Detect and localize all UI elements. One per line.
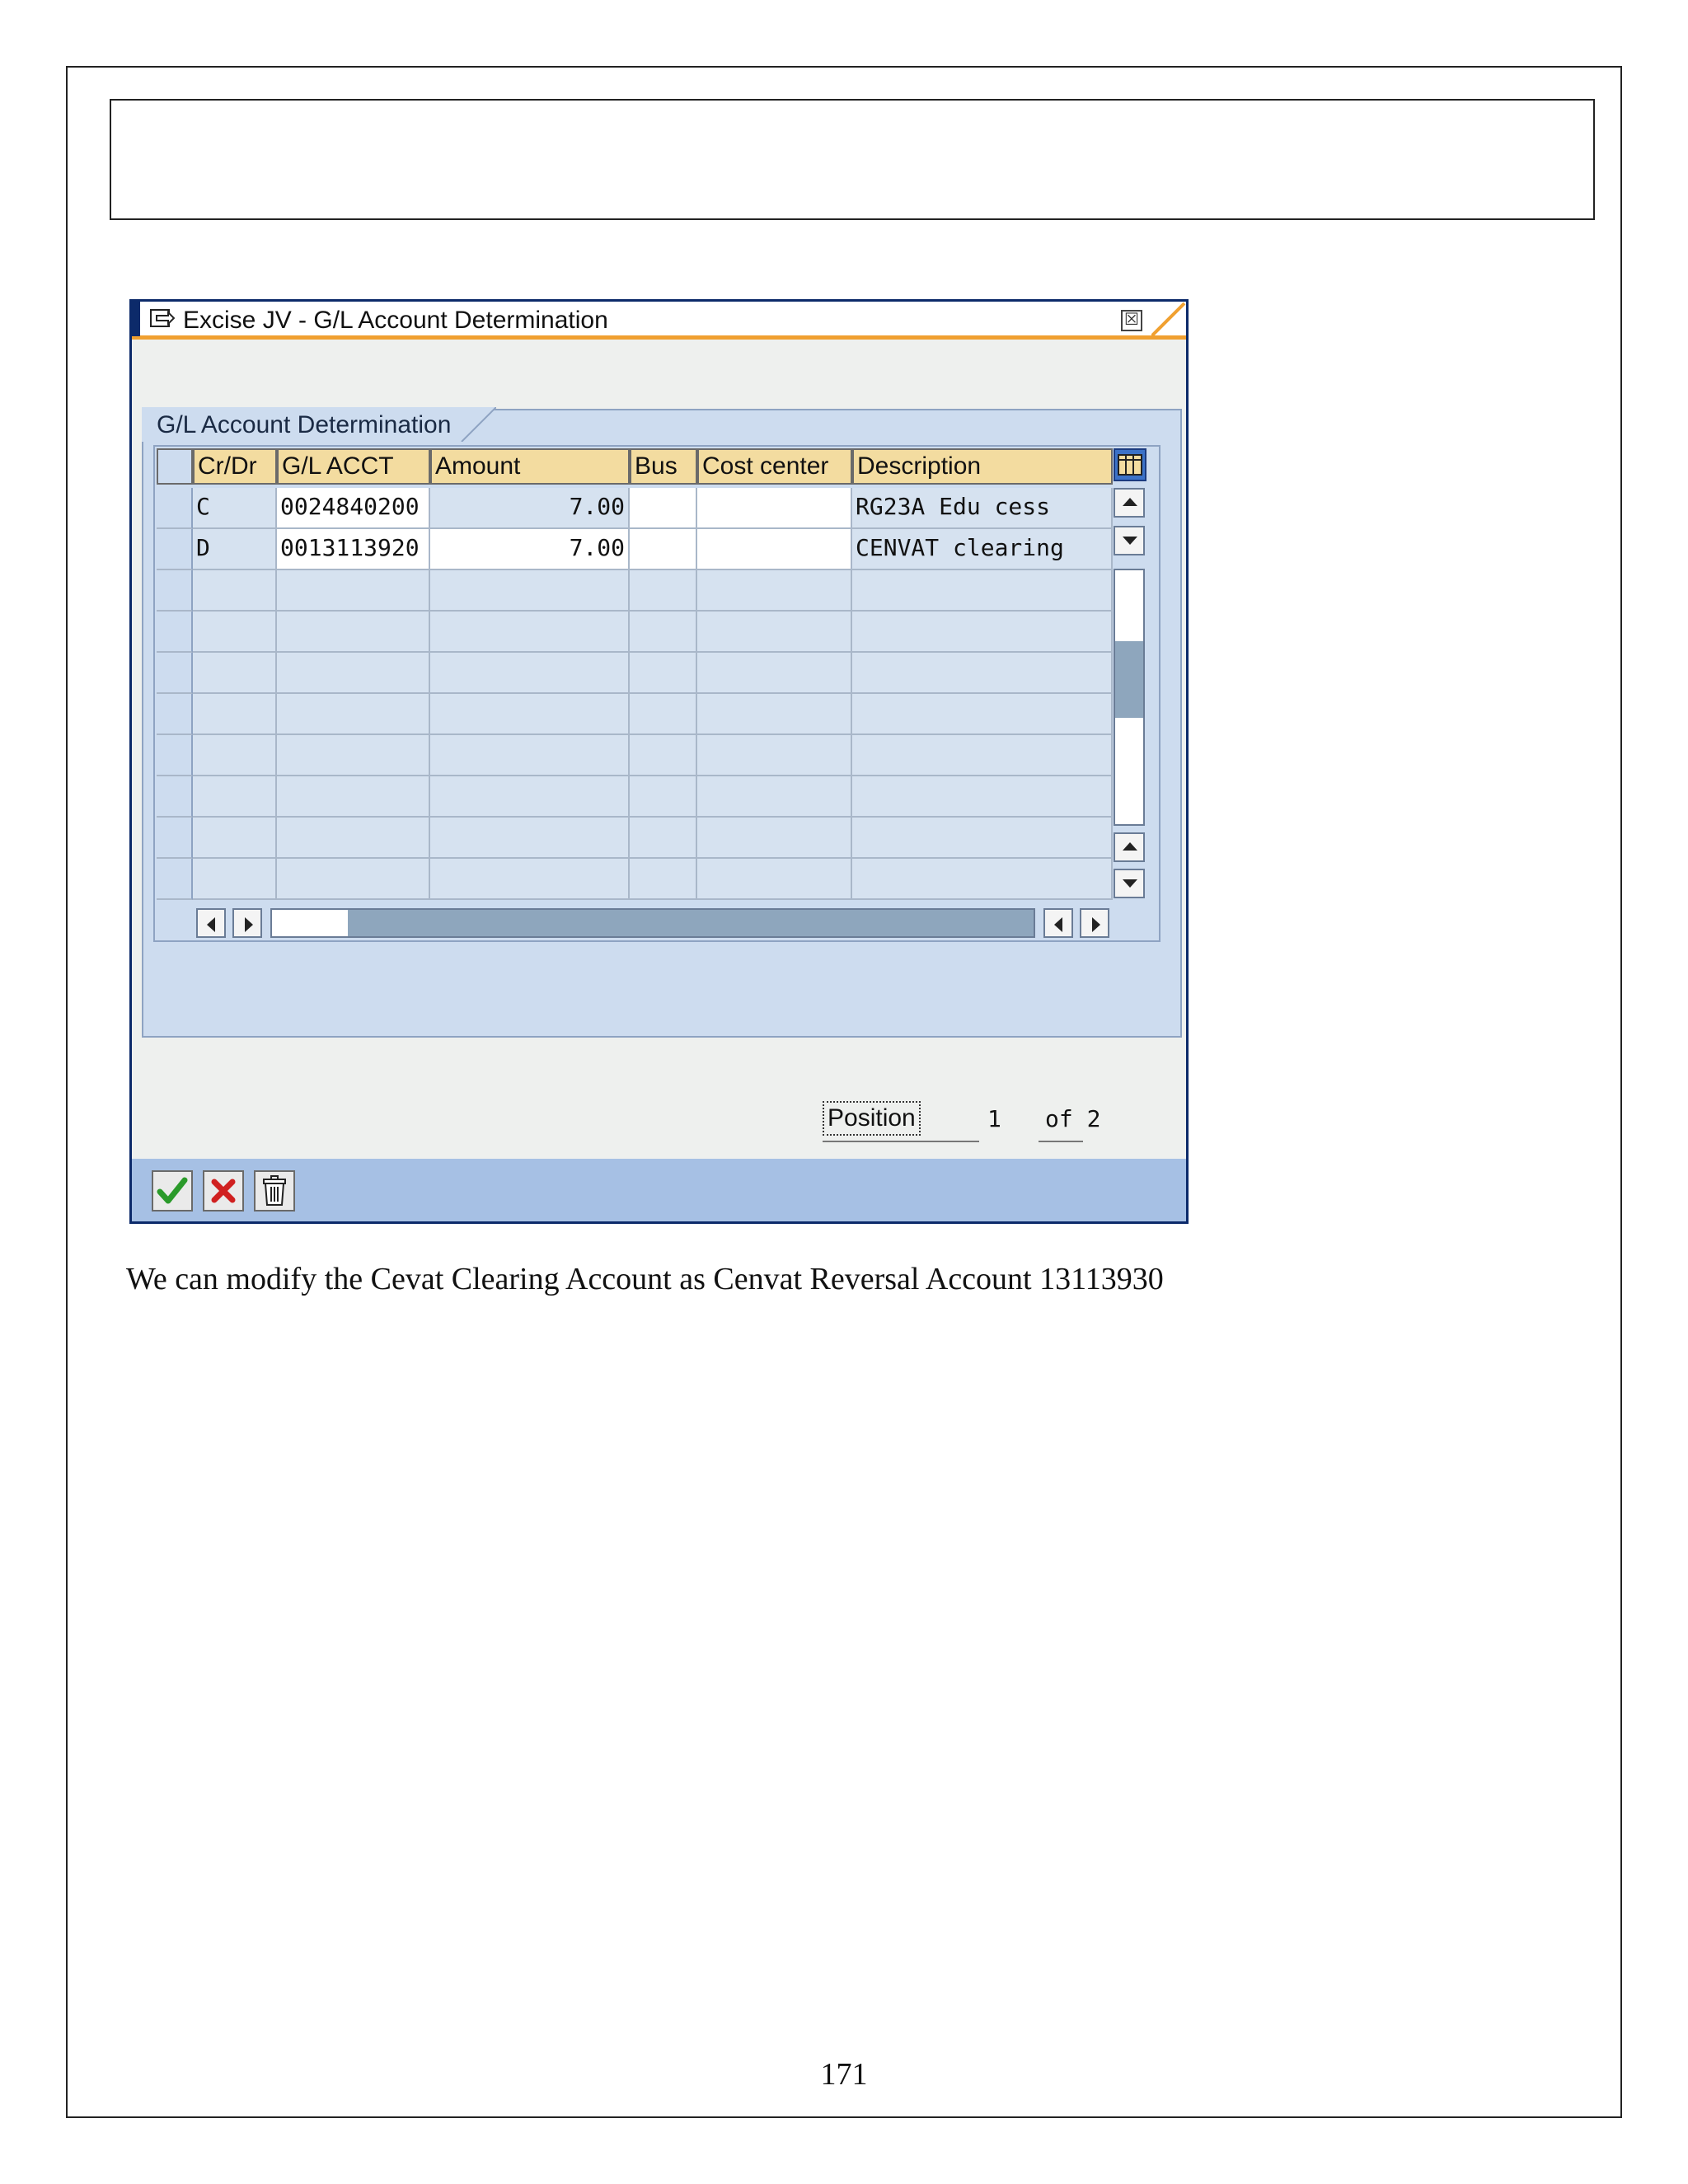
cell-amount[interactable]: 7.00 xyxy=(430,529,630,570)
red-x-icon xyxy=(204,1172,242,1210)
cell-gl-acct[interactable]: 0013113920 xyxy=(277,529,430,570)
col-header-description[interactable]: Description xyxy=(852,448,1113,485)
cell-bus[interactable] xyxy=(630,529,697,570)
scroll-left-icon[interactable] xyxy=(196,908,226,938)
col-header-cost-center[interactable]: Cost center xyxy=(697,448,852,485)
vertical-scrollbar[interactable] xyxy=(1114,488,1146,900)
page-number: 171 xyxy=(820,2057,868,2092)
cell-description[interactable] xyxy=(852,859,1113,900)
cancel-button[interactable] xyxy=(203,1170,244,1212)
row-selector[interactable] xyxy=(157,776,193,818)
gl-account-group xyxy=(142,409,1182,1038)
col-header-bus[interactable]: Bus xyxy=(630,448,697,485)
row-selector[interactable] xyxy=(157,570,193,612)
select-all-cell[interactable] xyxy=(157,448,193,485)
titlebar-corner xyxy=(1151,302,1186,340)
cell-gl-acct[interactable] xyxy=(277,653,430,694)
cell-description[interactable] xyxy=(852,570,1113,612)
cell-crdr[interactable] xyxy=(193,818,277,859)
cell-description[interactable] xyxy=(852,694,1113,735)
group-title: G/L Account Determination xyxy=(157,411,452,438)
cell-bus[interactable] xyxy=(630,818,697,859)
cell-amount[interactable] xyxy=(430,653,630,694)
cell-bus[interactable] xyxy=(630,735,697,776)
table-settings-icon[interactable] xyxy=(1114,448,1146,481)
position-value: 1 xyxy=(987,1105,1001,1132)
col-header-gl-acct[interactable]: G/L ACCT xyxy=(277,448,430,485)
cell-crdr[interactable] xyxy=(193,653,277,694)
cell-bus[interactable] xyxy=(630,570,697,612)
cell-bus[interactable] xyxy=(630,776,697,818)
cell-crdr[interactable] xyxy=(193,776,277,818)
cell-amount[interactable]: 7.00 xyxy=(430,488,630,529)
position-total: of 2 xyxy=(1045,1105,1101,1132)
cell-bus[interactable] xyxy=(630,859,697,900)
checkmark-icon xyxy=(153,1172,191,1210)
cell-crdr[interactable] xyxy=(193,859,277,900)
cell-cost-center[interactable] xyxy=(697,570,852,612)
document-caption: We can modify the Cevat Clearing Account as Cenvat Reversal Account 13113930 xyxy=(126,1262,1164,1296)
cell-description[interactable] xyxy=(852,818,1113,859)
horizontal-scroll-thumb[interactable] xyxy=(348,910,1034,936)
page-up-icon[interactable] xyxy=(1114,832,1145,862)
cell-bus[interactable] xyxy=(630,694,697,735)
cell-gl-acct[interactable]: 0024840200 xyxy=(277,488,430,529)
cell-description[interactable] xyxy=(852,776,1113,818)
cell-crdr[interactable] xyxy=(193,694,277,735)
cell-crdr[interactable] xyxy=(193,735,277,776)
row-selector[interactable] xyxy=(157,488,193,529)
cell-gl-acct[interactable] xyxy=(277,694,430,735)
row-selector[interactable] xyxy=(157,859,193,900)
footer-toolbar xyxy=(132,1159,1186,1221)
cell-gl-acct[interactable] xyxy=(277,735,430,776)
vertical-scroll-track[interactable] xyxy=(1114,569,1145,826)
row-selector[interactable] xyxy=(157,653,193,694)
cell-gl-acct[interactable] xyxy=(277,570,430,612)
cell-cost-center[interactable] xyxy=(697,488,852,529)
cell-cost-center[interactable] xyxy=(697,818,852,859)
horizontal-scroll-track[interactable] xyxy=(270,908,1035,938)
cell-description[interactable]: RG23A Edu cess xyxy=(852,488,1113,529)
sap-dialog-window xyxy=(129,299,1189,1224)
cell-cost-center[interactable] xyxy=(697,735,852,776)
cell-bus[interactable] xyxy=(630,488,697,529)
page-down-icon[interactable] xyxy=(1114,869,1145,898)
trash-icon xyxy=(256,1172,293,1210)
row-selector[interactable] xyxy=(157,694,193,735)
cell-description[interactable]: CENVAT clearing xyxy=(852,529,1113,570)
cell-bus[interactable] xyxy=(630,612,697,653)
cell-gl-acct[interactable] xyxy=(277,612,430,653)
position-field-underline xyxy=(823,1141,979,1142)
scroll-up-icon[interactable] xyxy=(1114,488,1145,518)
cell-description[interactable] xyxy=(852,735,1113,776)
cell-crdr[interactable] xyxy=(193,612,277,653)
window-menu-icon[interactable] xyxy=(150,309,175,329)
close-icon[interactable]: ☒ xyxy=(1121,310,1142,331)
horizontal-scrollbar[interactable] xyxy=(196,908,1111,938)
titlebar-accent xyxy=(132,302,140,336)
row-selector[interactable] xyxy=(157,529,193,570)
delete-button[interactable] xyxy=(254,1170,295,1212)
cell-description[interactable] xyxy=(852,653,1113,694)
cell-amount[interactable] xyxy=(430,694,630,735)
row-selector[interactable] xyxy=(157,818,193,859)
cell-cost-center[interactable] xyxy=(697,612,852,653)
row-selector[interactable] xyxy=(157,612,193,653)
window-title: Excise JV - G/L Account Determination xyxy=(183,307,608,334)
cell-amount[interactable] xyxy=(430,570,630,612)
window-titlebar[interactable] xyxy=(132,302,1186,340)
confirm-button[interactable] xyxy=(152,1170,193,1212)
account-table xyxy=(153,445,1160,942)
cell-gl-acct[interactable] xyxy=(277,776,430,818)
cell-cost-center[interactable] xyxy=(697,859,852,900)
cell-amount[interactable] xyxy=(430,735,630,776)
scroll-down-icon[interactable] xyxy=(1114,526,1145,555)
cell-gl-acct[interactable] xyxy=(277,818,430,859)
row-selector[interactable] xyxy=(157,735,193,776)
column-left-icon[interactable] xyxy=(1043,908,1073,938)
cell-crdr[interactable]: D xyxy=(193,529,277,570)
scroll-right-icon[interactable] xyxy=(232,908,262,938)
cell-cost-center[interactable] xyxy=(697,653,852,694)
cell-amount[interactable] xyxy=(430,859,630,900)
header-box xyxy=(110,99,1595,220)
col-header-amount[interactable]: Amount xyxy=(430,448,630,485)
cell-amount[interactable] xyxy=(430,612,630,653)
cell-gl-acct[interactable] xyxy=(277,859,430,900)
position-button[interactable]: Position xyxy=(823,1101,921,1136)
cell-crdr[interactable]: C xyxy=(193,488,277,529)
cell-cost-center[interactable] xyxy=(697,694,852,735)
cell-crdr[interactable] xyxy=(193,570,277,612)
vertical-scroll-thumb[interactable] xyxy=(1115,641,1143,717)
cell-description[interactable] xyxy=(852,612,1113,653)
col-header-crdr[interactable]: Cr/Dr xyxy=(193,448,277,485)
cell-amount[interactable] xyxy=(430,776,630,818)
position-total-underline xyxy=(1039,1141,1083,1142)
cell-bus[interactable] xyxy=(630,653,697,694)
cell-amount[interactable] xyxy=(430,818,630,859)
cell-cost-center[interactable] xyxy=(697,776,852,818)
column-right-icon[interactable] xyxy=(1080,908,1109,938)
cell-cost-center[interactable] xyxy=(697,529,852,570)
